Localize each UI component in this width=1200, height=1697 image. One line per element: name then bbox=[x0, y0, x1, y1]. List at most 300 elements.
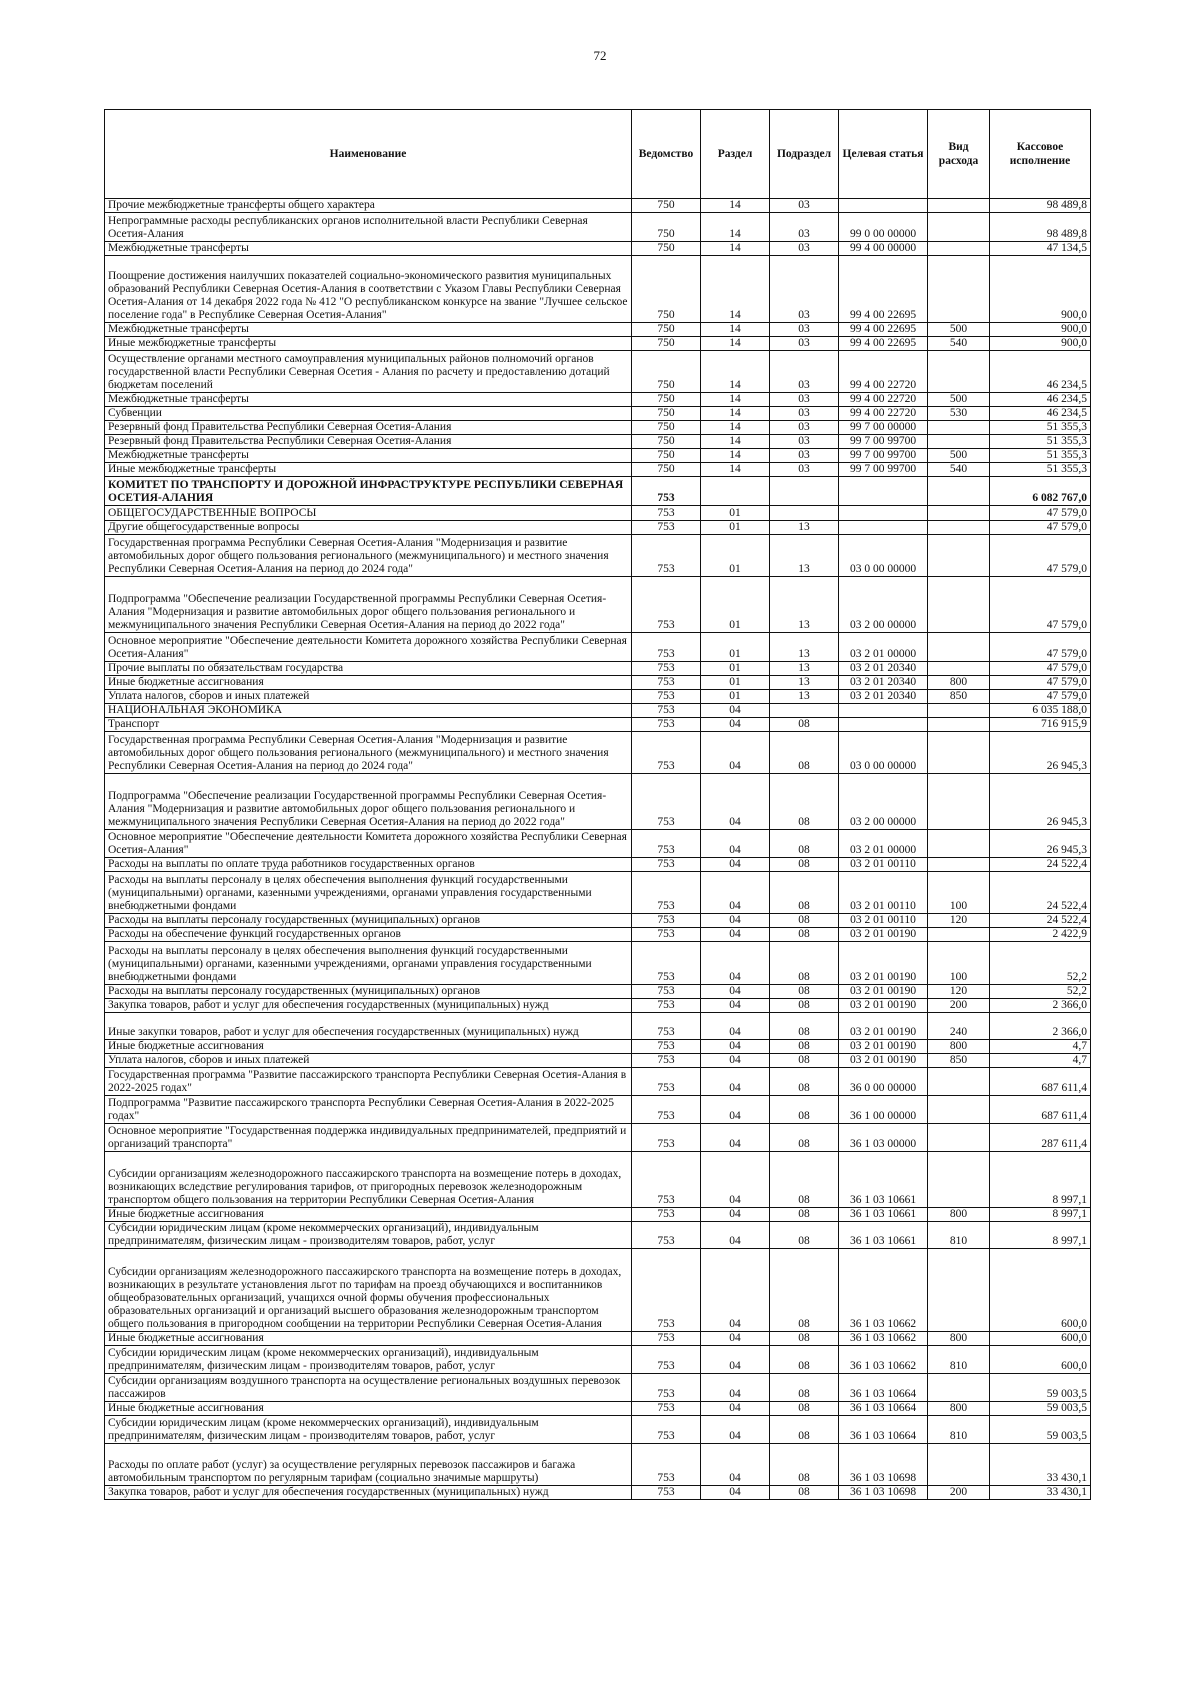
cell-expense-type: 500 bbox=[928, 323, 990, 337]
cell-section: 04 bbox=[701, 872, 770, 914]
cell-section: 14 bbox=[701, 421, 770, 435]
cell-name: Иные бюджетные ассигнования bbox=[105, 1402, 632, 1416]
cell-subsection: 03 bbox=[770, 421, 839, 435]
cell-target-article: 36 1 03 10661 bbox=[839, 1222, 928, 1249]
cell-expense-type: 810 bbox=[928, 1416, 990, 1444]
cell-subsection: 08 bbox=[770, 1040, 839, 1054]
cell-cash-execution: 59 003,5 bbox=[990, 1374, 1091, 1402]
cell-cash-execution: 47 579,0 bbox=[990, 676, 1091, 690]
cell-target-article bbox=[839, 704, 928, 718]
cell-department: 753 bbox=[632, 535, 701, 577]
cell-expense-type: 500 bbox=[928, 449, 990, 463]
table-header-row bbox=[105, 110, 1091, 199]
cell-subsection bbox=[770, 506, 839, 521]
cell-subsection: 03 bbox=[770, 449, 839, 463]
cell-cash-execution: 716 915,9 bbox=[990, 718, 1091, 732]
cell-department: 750 bbox=[632, 337, 701, 351]
cell-expense-type bbox=[928, 774, 990, 830]
cell-expense-type bbox=[928, 633, 990, 662]
table-row bbox=[105, 351, 1091, 393]
cell-subsection: 03 bbox=[770, 199, 839, 213]
table-row bbox=[105, 999, 1091, 1013]
cell-section: 01 bbox=[701, 521, 770, 535]
cell-department: 750 bbox=[632, 351, 701, 393]
cell-name: ОБЩЕГОСУДАРСТВЕННЫЕ ВОПРОСЫ bbox=[105, 506, 632, 521]
cell-target-article: 99 7 00 00000 bbox=[839, 421, 928, 435]
cell-name: Расходы на выплаты по оплате труда работников государственных органов bbox=[105, 858, 632, 872]
cell-department: 753 bbox=[632, 1444, 701, 1486]
header-name: Наименование bbox=[105, 110, 632, 199]
cell-name: Межбюджетные трансферты bbox=[105, 242, 632, 256]
cell-target-article: 36 1 03 10664 bbox=[839, 1374, 928, 1402]
cell-name: Субсидии юридическим лицам (кроме некоммерческих организаций), индивидуальным предпринимателям, физическим лицам - производителям товаров, работ, услуг bbox=[105, 1416, 632, 1444]
cell-expense-type bbox=[928, 1096, 990, 1124]
cell-subsection: 13 bbox=[770, 662, 839, 676]
cell-expense-type: 800 bbox=[928, 1332, 990, 1346]
cell-department: 753 bbox=[632, 1054, 701, 1068]
cell-department: 753 bbox=[632, 662, 701, 676]
table-row bbox=[105, 1332, 1091, 1346]
cell-section: 14 bbox=[701, 213, 770, 242]
cell-expense-type: 850 bbox=[928, 690, 990, 704]
cell-cash-execution: 600,0 bbox=[990, 1332, 1091, 1346]
table-row bbox=[105, 718, 1091, 732]
table-row bbox=[105, 242, 1091, 256]
cell-subsection: 13 bbox=[770, 535, 839, 577]
table-row bbox=[105, 914, 1091, 928]
cell-cash-execution: 2 366,0 bbox=[990, 1013, 1091, 1040]
cell-subsection: 08 bbox=[770, 1068, 839, 1096]
cell-target-article: 36 1 03 10664 bbox=[839, 1416, 928, 1444]
table-row bbox=[105, 393, 1091, 407]
cell-section: 14 bbox=[701, 449, 770, 463]
cell-subsection: 08 bbox=[770, 858, 839, 872]
cell-name: Иные межбюджетные трансферты bbox=[105, 463, 632, 477]
cell-department: 750 bbox=[632, 435, 701, 449]
cell-subsection: 08 bbox=[770, 1486, 839, 1500]
cell-cash-execution: 98 489,8 bbox=[990, 199, 1091, 213]
cell-target-article: 03 2 00 00000 bbox=[839, 577, 928, 633]
cell-section bbox=[701, 477, 770, 506]
cell-name: Иные бюджетные ассигнования bbox=[105, 1040, 632, 1054]
cell-subsection: 08 bbox=[770, 1208, 839, 1222]
cell-expense-type: 100 bbox=[928, 942, 990, 985]
cell-section: 04 bbox=[701, 858, 770, 872]
cell-section: 04 bbox=[701, 1346, 770, 1374]
cell-cash-execution: 2 422,9 bbox=[990, 928, 1091, 942]
cell-expense-type bbox=[928, 1444, 990, 1486]
table-row bbox=[105, 337, 1091, 351]
table-row bbox=[105, 535, 1091, 577]
cell-subsection: 08 bbox=[770, 914, 839, 928]
cell-cash-execution: 46 234,5 bbox=[990, 407, 1091, 421]
cell-cash-execution: 8 997,1 bbox=[990, 1152, 1091, 1208]
cell-name: Государственная программа "Развитие пассажирского транспорта Республики Северная Осетия-Алания в 2022-2025 годах" bbox=[105, 1068, 632, 1096]
cell-cash-execution: 26 945,3 bbox=[990, 830, 1091, 858]
cell-section: 04 bbox=[701, 830, 770, 858]
cell-department: 750 bbox=[632, 256, 701, 323]
cell-name: Субсидии юридическим лицам (кроме некоммерческих организаций), индивидуальным предпринимателям, физическим лицам - производителям товаров, работ, услуг bbox=[105, 1346, 632, 1374]
cell-department: 753 bbox=[632, 1096, 701, 1124]
cell-section: 14 bbox=[701, 351, 770, 393]
cell-subsection: 08 bbox=[770, 999, 839, 1013]
cell-target-article: 99 4 00 22695 bbox=[839, 256, 928, 323]
cell-section: 14 bbox=[701, 242, 770, 256]
table-row bbox=[105, 1152, 1091, 1208]
cell-cash-execution: 900,0 bbox=[990, 256, 1091, 323]
cell-cash-execution: 47 579,0 bbox=[990, 506, 1091, 521]
cell-department: 753 bbox=[632, 774, 701, 830]
table-row bbox=[105, 1402, 1091, 1416]
cell-target-article: 03 2 01 00190 bbox=[839, 1054, 928, 1068]
cell-expense-type bbox=[928, 928, 990, 942]
table-row bbox=[105, 1124, 1091, 1152]
table-row bbox=[105, 421, 1091, 435]
cell-cash-execution: 6 082 767,0 bbox=[990, 477, 1091, 506]
cell-expense-type bbox=[928, 732, 990, 774]
cell-subsection: 08 bbox=[770, 1054, 839, 1068]
cell-subsection: 08 bbox=[770, 1222, 839, 1249]
cell-department: 753 bbox=[632, 1124, 701, 1152]
cell-name: Иные бюджетные ассигнования bbox=[105, 676, 632, 690]
cell-expense-type: 810 bbox=[928, 1346, 990, 1374]
table-row bbox=[105, 407, 1091, 421]
cell-name: Расходы на обеспечение функций государственных органов bbox=[105, 928, 632, 942]
cell-cash-execution: 8 997,1 bbox=[990, 1222, 1091, 1249]
cell-department: 753 bbox=[632, 506, 701, 521]
cell-department: 753 bbox=[632, 1208, 701, 1222]
cell-department: 753 bbox=[632, 872, 701, 914]
cell-section: 14 bbox=[701, 435, 770, 449]
cell-name: Расходы по оплате работ (услуг) за осуществление регулярных перевозок пассажиров и багажа автомобильным транспортом по регулярным тарифам (социально значимые маршруты) bbox=[105, 1444, 632, 1486]
cell-name: Государственная программа Республики Северная Осетия-Алания "Модернизация и развитие автомобильных дорог общего пользования регионального (межмуниципального) и местного значения Республики Северная Осетия-Алания на период до 2024 года" bbox=[105, 732, 632, 774]
cell-target-article: 03 2 01 00000 bbox=[839, 633, 928, 662]
cell-expense-type: 530 bbox=[928, 407, 990, 421]
cell-department: 753 bbox=[632, 1222, 701, 1249]
cell-section: 04 bbox=[701, 1068, 770, 1096]
cell-cash-execution: 47 579,0 bbox=[990, 535, 1091, 577]
table-row bbox=[105, 1054, 1091, 1068]
cell-expense-type bbox=[928, 199, 990, 213]
table-row bbox=[105, 1346, 1091, 1374]
cell-subsection: 13 bbox=[770, 521, 839, 535]
cell-subsection: 08 bbox=[770, 928, 839, 942]
cell-cash-execution: 98 489,8 bbox=[990, 213, 1091, 242]
cell-target-article: 36 1 03 10698 bbox=[839, 1486, 928, 1500]
cell-cash-execution: 52,2 bbox=[990, 985, 1091, 999]
cell-name: Расходы на выплаты персоналу государственных (муниципальных) органов bbox=[105, 985, 632, 999]
cell-expense-type bbox=[928, 718, 990, 732]
cell-cash-execution: 47 579,0 bbox=[990, 690, 1091, 704]
cell-expense-type bbox=[928, 704, 990, 718]
cell-cash-execution: 51 355,3 bbox=[990, 435, 1091, 449]
cell-expense-type bbox=[928, 421, 990, 435]
table-row bbox=[105, 1444, 1091, 1486]
cell-target-article: 03 2 01 00110 bbox=[839, 914, 928, 928]
cell-name: Другие общегосударственные вопросы bbox=[105, 521, 632, 535]
cell-expense-type bbox=[928, 858, 990, 872]
cell-cash-execution: 24 522,4 bbox=[990, 914, 1091, 928]
cell-section: 04 bbox=[701, 704, 770, 718]
cell-subsection: 03 bbox=[770, 337, 839, 351]
cell-cash-execution: 46 234,5 bbox=[990, 393, 1091, 407]
cell-target-article: 03 2 01 00190 bbox=[839, 942, 928, 985]
table-row bbox=[105, 463, 1091, 477]
cell-section: 04 bbox=[701, 1013, 770, 1040]
cell-department: 750 bbox=[632, 199, 701, 213]
table-row bbox=[105, 213, 1091, 242]
cell-expense-type: 810 bbox=[928, 1222, 990, 1249]
cell-name: Субвенции bbox=[105, 407, 632, 421]
cell-target-article: 36 1 03 10661 bbox=[839, 1152, 928, 1208]
cell-name: Иные закупки товаров, работ и услуг для обеспечения государственных (муниципальных) нужд bbox=[105, 1013, 632, 1040]
cell-section: 01 bbox=[701, 690, 770, 704]
cell-name: Подпрограмма "Обеспечение реализации Государственной программы Республики Северная Осетия-Алания "Модернизация и развитие автомобильных дорог общего пользования регионального и межмуниципального значения Республики Северная Осетия-Алания на период до 2022 года" bbox=[105, 774, 632, 830]
cell-subsection: 03 bbox=[770, 393, 839, 407]
cell-section: 04 bbox=[701, 1152, 770, 1208]
table-row bbox=[105, 662, 1091, 676]
cell-name: Субсидии организациям воздушного транспорта на осуществление региональных воздушных перевозок пассажиров bbox=[105, 1374, 632, 1402]
cell-target-article: 03 2 01 00110 bbox=[839, 872, 928, 914]
cell-target-article: 99 4 00 22695 bbox=[839, 323, 928, 337]
cell-section: 04 bbox=[701, 1222, 770, 1249]
cell-section: 04 bbox=[701, 1096, 770, 1124]
cell-cash-execution: 47 579,0 bbox=[990, 633, 1091, 662]
cell-target-article: 03 2 01 20340 bbox=[839, 690, 928, 704]
table-row bbox=[105, 704, 1091, 718]
table-row bbox=[105, 633, 1091, 662]
cell-cash-execution: 24 522,4 bbox=[990, 872, 1091, 914]
cell-expense-type: 850 bbox=[928, 1054, 990, 1068]
cell-subsection: 08 bbox=[770, 1416, 839, 1444]
table-row bbox=[105, 985, 1091, 999]
cell-department: 753 bbox=[632, 690, 701, 704]
cell-target-article: 03 0 00 00000 bbox=[839, 732, 928, 774]
cell-name: Межбюджетные трансферты bbox=[105, 393, 632, 407]
cell-name: Иные бюджетные ассигнования bbox=[105, 1332, 632, 1346]
cell-department: 753 bbox=[632, 1486, 701, 1500]
cell-cash-execution: 26 945,3 bbox=[990, 774, 1091, 830]
cell-cash-execution: 59 003,5 bbox=[990, 1416, 1091, 1444]
cell-expense-type: 100 bbox=[928, 872, 990, 914]
cell-section: 04 bbox=[701, 999, 770, 1013]
cell-expense-type bbox=[928, 1124, 990, 1152]
cell-subsection: 08 bbox=[770, 774, 839, 830]
table-row bbox=[105, 1040, 1091, 1054]
cell-section: 01 bbox=[701, 662, 770, 676]
cell-target-article: 99 7 00 99700 bbox=[839, 449, 928, 463]
cell-department: 753 bbox=[632, 1402, 701, 1416]
cell-name: Уплата налогов, сборов и иных платежей bbox=[105, 690, 632, 704]
cell-name: Межбюджетные трансферты bbox=[105, 323, 632, 337]
table-row bbox=[105, 506, 1091, 521]
cell-subsection: 08 bbox=[770, 1444, 839, 1486]
cell-subsection: 08 bbox=[770, 1124, 839, 1152]
table-row bbox=[105, 928, 1091, 942]
cell-department: 753 bbox=[632, 914, 701, 928]
cell-expense-type bbox=[928, 213, 990, 242]
cell-department: 753 bbox=[632, 1332, 701, 1346]
cell-department: 753 bbox=[632, 1013, 701, 1040]
cell-section: 04 bbox=[701, 1124, 770, 1152]
table-row bbox=[105, 690, 1091, 704]
cell-expense-type: 540 bbox=[928, 463, 990, 477]
cell-cash-execution: 8 997,1 bbox=[990, 1208, 1091, 1222]
table-row bbox=[105, 1374, 1091, 1402]
cell-expense-type: 200 bbox=[928, 999, 990, 1013]
table-row bbox=[105, 1068, 1091, 1096]
cell-section: 14 bbox=[701, 323, 770, 337]
cell-section: 14 bbox=[701, 199, 770, 213]
cell-subsection: 03 bbox=[770, 256, 839, 323]
table-row bbox=[105, 1249, 1091, 1332]
cell-section: 04 bbox=[701, 718, 770, 732]
cell-name: Закупка товаров, работ и услуг для обеспечения государственных (муниципальных) нужд bbox=[105, 999, 632, 1013]
cell-expense-type: 800 bbox=[928, 1402, 990, 1416]
cell-name: Подпрограмма "Развитие пассажирского транспорта Республики Северная Осетия-Алания в 2022-2025 годах" bbox=[105, 1096, 632, 1124]
cell-department: 753 bbox=[632, 942, 701, 985]
cell-section: 04 bbox=[701, 1208, 770, 1222]
cell-section: 04 bbox=[701, 1249, 770, 1332]
cell-target-article: 03 2 01 00190 bbox=[839, 1013, 928, 1040]
table-row bbox=[105, 435, 1091, 449]
cell-department: 753 bbox=[632, 521, 701, 535]
cell-department: 753 bbox=[632, 676, 701, 690]
table-row bbox=[105, 323, 1091, 337]
cell-name: Осуществление органами местного самоуправления муниципальных районов полномочий органов государственной власти Республики Северная Осетия - Алания по расчету и предоставлению дотаций бюджетам поселений bbox=[105, 351, 632, 393]
cell-subsection: 08 bbox=[770, 718, 839, 732]
cell-department: 753 bbox=[632, 1040, 701, 1054]
cell-expense-type bbox=[928, 1068, 990, 1096]
cell-target-article: 99 4 00 22695 bbox=[839, 337, 928, 351]
cell-expense-type: 200 bbox=[928, 1486, 990, 1500]
cell-department: 750 bbox=[632, 407, 701, 421]
cell-name: Расходы на выплаты персоналу в целях обеспечения выполнения функций государственными (муниципальными) органами, казенными учреждениями, органами управления государственными внебюджетными фондами bbox=[105, 872, 632, 914]
cell-expense-type: 800 bbox=[928, 676, 990, 690]
table-row bbox=[105, 1486, 1091, 1500]
cell-section: 04 bbox=[701, 1486, 770, 1500]
cell-target-article: 36 1 03 00000 bbox=[839, 1124, 928, 1152]
cell-department: 753 bbox=[632, 999, 701, 1013]
cell-section: 01 bbox=[701, 676, 770, 690]
table-row bbox=[105, 1208, 1091, 1222]
cell-section: 14 bbox=[701, 463, 770, 477]
header-department: Ведомство bbox=[632, 110, 701, 199]
cell-target-article: 36 1 03 10698 bbox=[839, 1444, 928, 1486]
cell-subsection: 08 bbox=[770, 942, 839, 985]
cell-subsection: 13 bbox=[770, 690, 839, 704]
cell-target-article: 03 2 01 00000 bbox=[839, 830, 928, 858]
cell-department: 750 bbox=[632, 449, 701, 463]
cell-subsection: 08 bbox=[770, 872, 839, 914]
cell-department: 753 bbox=[632, 985, 701, 999]
cell-department: 753 bbox=[632, 477, 701, 506]
cell-expense-type bbox=[928, 242, 990, 256]
header-expense-type: Вид расхода bbox=[928, 110, 990, 199]
table-row bbox=[105, 676, 1091, 690]
cell-target-article: 03 2 00 00000 bbox=[839, 774, 928, 830]
cell-cash-execution: 33 430,1 bbox=[990, 1486, 1091, 1500]
table-row bbox=[105, 477, 1091, 506]
table-row bbox=[105, 199, 1091, 213]
cell-target-article: 36 0 00 00000 bbox=[839, 1068, 928, 1096]
cell-target-article: 03 2 01 00190 bbox=[839, 985, 928, 999]
cell-target-article: 99 4 00 00000 bbox=[839, 242, 928, 256]
cell-target-article: 03 2 01 00190 bbox=[839, 928, 928, 942]
cell-cash-execution: 51 355,3 bbox=[990, 421, 1091, 435]
cell-cash-execution: 287 611,4 bbox=[990, 1124, 1091, 1152]
table-row bbox=[105, 1013, 1091, 1040]
header-section: Раздел bbox=[701, 110, 770, 199]
cell-name: Прочие межбюджетные трансферты общего характера bbox=[105, 199, 632, 213]
cell-expense-type: 120 bbox=[928, 914, 990, 928]
cell-expense-type bbox=[928, 830, 990, 858]
cell-department: 753 bbox=[632, 1346, 701, 1374]
cell-subsection: 08 bbox=[770, 1402, 839, 1416]
cell-subsection: 08 bbox=[770, 1346, 839, 1374]
table-row bbox=[105, 1416, 1091, 1444]
cell-cash-execution: 600,0 bbox=[990, 1346, 1091, 1374]
cell-section: 04 bbox=[701, 1444, 770, 1486]
cell-subsection: 08 bbox=[770, 830, 839, 858]
cell-subsection: 08 bbox=[770, 1096, 839, 1124]
cell-cash-execution: 47 134,5 bbox=[990, 242, 1091, 256]
cell-department: 750 bbox=[632, 393, 701, 407]
table-body bbox=[105, 199, 1091, 1500]
cell-name: Иные межбюджетные трансферты bbox=[105, 337, 632, 351]
cell-cash-execution: 2 366,0 bbox=[990, 999, 1091, 1013]
cell-section: 04 bbox=[701, 928, 770, 942]
cell-cash-execution: 51 355,3 bbox=[990, 463, 1091, 477]
cell-department: 753 bbox=[632, 1068, 701, 1096]
cell-cash-execution: 4,7 bbox=[990, 1054, 1091, 1068]
cell-cash-execution: 900,0 bbox=[990, 323, 1091, 337]
cell-cash-execution: 47 579,0 bbox=[990, 577, 1091, 633]
cell-department: 753 bbox=[632, 830, 701, 858]
cell-cash-execution: 47 579,0 bbox=[990, 521, 1091, 535]
cell-target-article bbox=[839, 521, 928, 535]
cell-section: 04 bbox=[701, 1416, 770, 1444]
cell-target-article: 03 2 01 00110 bbox=[839, 858, 928, 872]
table-row bbox=[105, 774, 1091, 830]
cell-subsection: 08 bbox=[770, 1332, 839, 1346]
cell-section: 04 bbox=[701, 1040, 770, 1054]
cell-department: 753 bbox=[632, 732, 701, 774]
cell-subsection: 08 bbox=[770, 985, 839, 999]
cell-target-article: 36 1 03 10662 bbox=[839, 1346, 928, 1374]
cell-expense-type bbox=[928, 1374, 990, 1402]
cell-expense-type: 500 bbox=[928, 393, 990, 407]
cell-subsection: 03 bbox=[770, 351, 839, 393]
cell-department: 753 bbox=[632, 704, 701, 718]
cell-cash-execution: 51 355,3 bbox=[990, 449, 1091, 463]
budget-table bbox=[104, 109, 1091, 1500]
cell-subsection: 03 bbox=[770, 407, 839, 421]
cell-department: 753 bbox=[632, 1416, 701, 1444]
cell-subsection: 03 bbox=[770, 323, 839, 337]
cell-subsection bbox=[770, 477, 839, 506]
cell-expense-type: 540 bbox=[928, 337, 990, 351]
cell-target-article: 99 7 00 99700 bbox=[839, 435, 928, 449]
cell-name: Основное мероприятие "Обеспечение деятельности Комитета дорожного хозяйства Республики Северная Осетия-Алания" bbox=[105, 633, 632, 662]
cell-expense-type: 800 bbox=[928, 1040, 990, 1054]
cell-subsection: 03 bbox=[770, 242, 839, 256]
cell-subsection: 08 bbox=[770, 1249, 839, 1332]
cell-subsection: 08 bbox=[770, 732, 839, 774]
cell-expense-type bbox=[928, 535, 990, 577]
header-subsection: Подраздел bbox=[770, 110, 839, 199]
cell-cash-execution: 59 003,5 bbox=[990, 1402, 1091, 1416]
